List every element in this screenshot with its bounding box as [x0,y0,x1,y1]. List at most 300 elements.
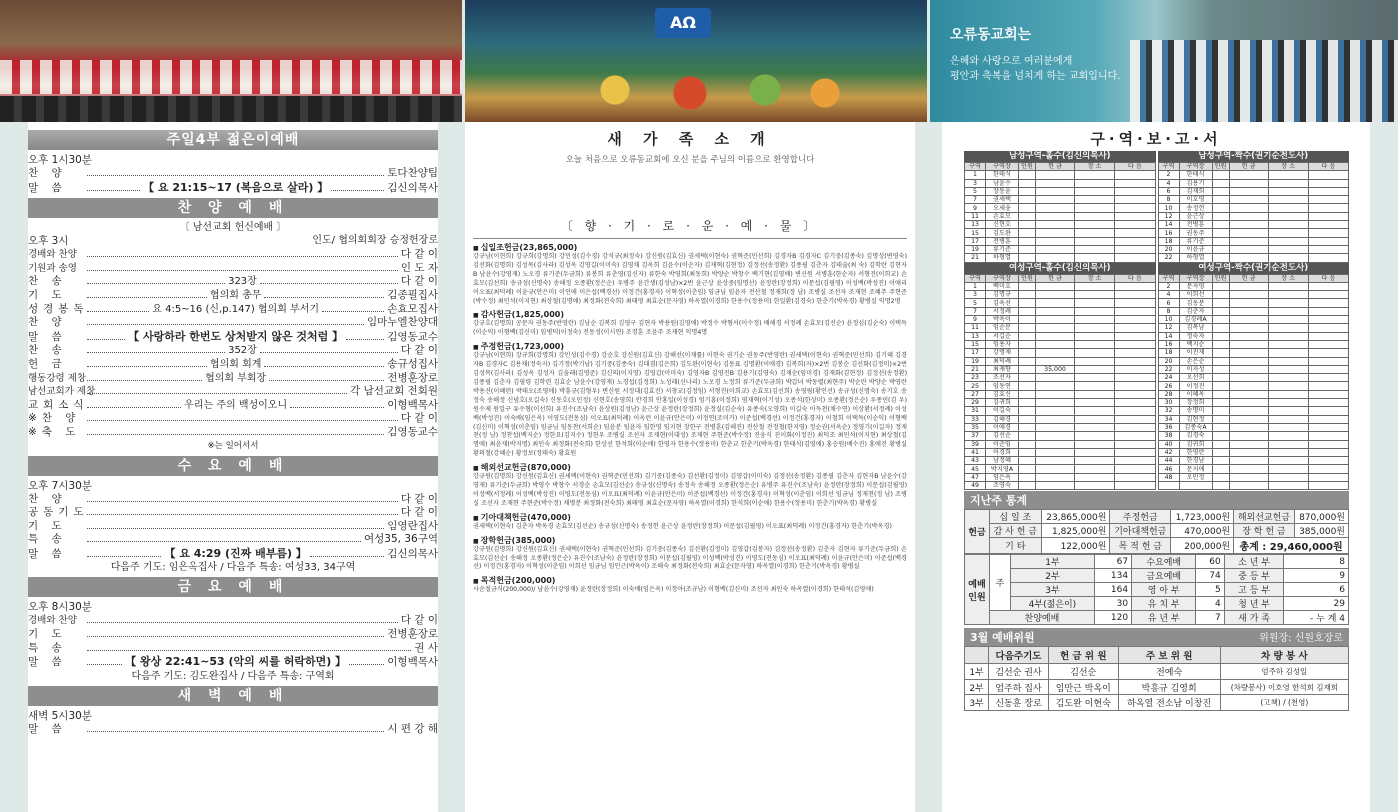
row-label: 기 도 [28,288,67,301]
report-header-row [965,163,1156,171]
row-label: 찬 송 [28,275,67,288]
district-offering [1229,340,1268,348]
committee-header [965,647,1349,664]
report-row [1158,457,1349,465]
district-leader: 남윤수 [986,179,1019,187]
worship4-row [28,181,438,196]
district-leader: 손효모 [986,212,1019,220]
praise-subtitle: 〔 남선교회 헌신예배 〕 [179,222,287,234]
offering-names: 강규원(김명희) 강신원(김효신) 권세택(이현숙) 권혁준(민선희) 김기중(김종숙) 김선환(김정미) 김영갑(이미숙) 김정선(송정환) 김종필 김춘자 김현자B 남윤수(강영재) 류기준(두금희) 박영수 박창수 서경순 손효모(김선순) 송규성(신명숙) 송정숙 송해정 오종환(정은순) 유병주 유진수(조남숙) 윤정란(장정희) 이문섭(김필영) 이성백(서정례) 이성백(박성진) 이영도(전동심) 이오표(최덕례) 이윤규(안은미) 이준섭(백경선) 이정건(홍경자) 이혁성(이춘임) 이희선 임금님 정재천(정 남) 조병실 조선자 조재현 주현준(박수정) 채명분 최정화(전숙희) 최태영 최효순(문자영) 하옥열(이경희) 한석희(이순애) 한용수(정용미) 한춘기(박옥경) 황병실 [473,473,907,507]
report-row [965,254,1156,262]
offering-stat-label: 헌금 [965,510,990,554]
praise-row [28,262,438,276]
district-leader: 이경희 [986,448,1019,456]
report-row [1158,307,1349,315]
report-col-header: 다 음 [1308,163,1348,171]
district-no: 47 [965,473,986,481]
praise-row [28,426,438,440]
fri-title: 금 요 예 배 [28,577,438,597]
wed-title: 수 요 예 배 [28,456,438,476]
district-offering [1036,423,1075,431]
district-leader: 강명재 [986,349,1019,357]
worship4-row [28,167,438,181]
district-no: 1 [965,282,986,290]
report-row [965,307,1156,315]
attendance-cell: 29 [1284,597,1349,611]
district-offering [1229,399,1268,407]
district-no: 25 [965,382,986,390]
report-row [965,374,1156,382]
report-row [1158,357,1349,365]
district-leader: 문자영 [1179,282,1212,290]
district-no: 16 [1158,340,1179,348]
report-col-header: 장 소 [1268,163,1308,171]
report-col-header: 장 소 [1075,163,1115,171]
attendance-cell: 유 치 부 [1132,597,1196,611]
district-no: 13 [965,332,986,340]
district-leader: 한경남 [1179,457,1212,465]
stat-cell: 870,000원 [1294,510,1348,524]
report-col-header: 다 음 [1308,274,1348,282]
committee-cell: 엄주하 집사 [989,679,1049,695]
district-offering [1229,254,1268,262]
banner-line1: 은혜와 사랑으로 여러분에게 [950,56,1073,67]
praise-note: ※는 일어서서 [207,440,259,451]
row-label: 기원과 송영 [28,262,77,274]
report-row [965,212,1156,220]
praise-row [28,316,438,330]
attendance-cell: 9 [1284,569,1349,583]
district-leader: 김복남 [1179,324,1212,332]
district-no: 19 [965,357,986,365]
district-no: 37 [965,432,986,440]
row-label: 말 씀 [28,722,67,735]
district-no: 1 [965,171,986,179]
attendance-row [965,597,1349,611]
stat-cell: 385,000원 [1294,524,1348,538]
district-offering [1229,473,1268,481]
district-no: 18 [1158,237,1179,245]
row-leader: 김종필집사 [387,288,438,301]
report-row [965,382,1156,390]
report-row [965,473,1156,481]
worship4-time: 오후 1시30분 [28,154,92,166]
district-no: 16 [1158,229,1179,237]
committee-col-header: 주 보 위 원 [1118,647,1220,664]
district-offering [1036,254,1075,262]
district-leader: 이정진 [1179,382,1212,390]
report-header-row [965,274,1156,282]
row-detail: 【 요 21:15~17 (복음으로 살라) 】 [143,180,329,194]
report-col-header: 구역장 [1179,274,1212,282]
praise-row [28,344,438,358]
attendance-cell: 8 [1284,555,1349,569]
district-leader: 임순분 [986,324,1019,332]
offering-category: ■ 주정헌금(1,723,000) [473,341,907,352]
committee-cell: (고책) / (천영) [1220,695,1348,711]
district-offering [1036,457,1075,465]
district-offering [1036,245,1075,253]
committee-col-header: 다음주기도 [989,647,1049,664]
district-no: 44 [1158,457,1179,465]
row-detail: 협의회 회계 [209,358,262,370]
district-no: 5 [965,299,986,307]
committee-cell: 김선순 권사 [989,664,1049,680]
fri-row [28,628,438,642]
district-no: 13 [965,221,986,229]
district-no: 21 [965,365,986,373]
offering-names: 강규호(김명희) 공문자 권동주(반영란) 김남순 김복희 김영구 김현자 박용원(김영애) 박정수 박형서(이수정) 배해경 서정례 손효모(김선순) 윤정심(김순숙) 이택독(이순익) 이형백(김신미) 임병덕(이정숙) 전동성(이시연) 조경훈 조윤주 조재현 익명4명 [473,320,907,337]
report-row [965,399,1156,407]
wed-row [28,547,438,562]
attendance-cell: 소 년 부 [1224,555,1284,569]
district-offering [1036,415,1075,423]
district-leader: 손은순 [1179,357,1212,365]
district-no: 45 [965,465,986,473]
district-leader: 최재향 [986,365,1019,373]
district-leader: 조선자 [986,374,1019,382]
attendance-cell: 1부 [1011,555,1095,569]
offering-category: ■ 목적헌금(200,000) [473,575,907,586]
district-offering [1229,407,1268,415]
district-offering [1036,196,1075,204]
group-male-even: 남성구역-짝수(권기순전도사) [1158,151,1350,162]
row-leader: 임영란집사 [387,519,438,532]
row-detail: 협의회 부회장 [205,372,267,384]
report-row [965,196,1156,204]
row-leader: 손효모집사 [387,302,438,315]
attendance-cell: 164 [1094,583,1131,597]
offering-category: ■ 십일조헌금(23,865,000) [473,242,907,253]
wed-next: 다음주 기도: 임은옥집사 / 다음주 특송: 여성33, 34구역 [110,562,356,574]
offering-names: 권세택(이현숙) 김춘자 박옥경 손효모(김선순) 송규성(신명숙) 송정헌 윤근상 윤정란(장정희) 이문섭(김필영) 이오표(최덕례) 이정건(홍경자) 한춘기(박옥경) [473,522,892,530]
district-leader: 김해경 [986,415,1019,423]
report-row [965,423,1156,431]
row-label: 기 도 [28,519,67,532]
stat-cell: 기 타 [990,538,1042,554]
fri-row [28,614,438,628]
committee-col-header: 차 량 봉 사 [1220,647,1348,664]
district-offering: 35,000 [1036,365,1075,373]
district-no: 2 [1158,282,1179,290]
district-no: 7 [965,196,986,204]
report-row [965,316,1156,324]
district-no: 34 [1158,415,1179,423]
offering-category: ■ 장학헌금(385,000) [473,535,907,546]
offering-category: ■ 해외선교헌금(870,000) [473,462,907,473]
district-leader: 전병훈 [1179,221,1212,229]
district-leader: 김용기 [1179,179,1212,187]
committee-cell: 임만근 박옥이 [1048,679,1118,695]
committee-title: 3월 예배위원 [970,631,1035,645]
attendance-cell: 6 [1284,583,1349,597]
wed-row [28,506,438,520]
report-row [965,332,1156,340]
district-no [1158,481,1179,489]
report-row [1158,374,1349,382]
district-no: 14 [1158,332,1179,340]
district-no: 38 [1158,432,1179,440]
row-leader: 전병훈장로 [387,628,438,641]
stat-cell: 1,723,000원 [1171,510,1234,524]
report-row [965,187,1156,195]
district-leader [1179,481,1212,489]
report-row [1158,316,1349,324]
row-detail: 【 요 4:29 (진짜 배부름) 】 [164,546,307,560]
district-offering [1229,374,1268,382]
report-title: 구·역·보·고·서 [1090,130,1222,148]
district-leader: 임용자 [986,340,1019,348]
committee-cell: 엄주하 김성일 [1220,664,1348,680]
report-row [965,432,1156,440]
offering-stat-row [965,524,1349,538]
wed-time: 오후 7시30분 [28,479,92,492]
alpha-omega-logo: AΩ [655,8,711,38]
row-label: 특 송 [28,533,67,546]
committee-chair: 위원장: 신원호장로 [1259,633,1343,645]
district-leader: 정숙자 [1179,332,1212,340]
district-no: 26 [1158,382,1179,390]
stat-cell: 십 일 조 [990,510,1042,524]
district-leader: 김도완 [986,229,1019,237]
district-offering [1036,187,1075,195]
report-row [965,407,1156,415]
report-col-header: 헌 금 [1229,274,1268,282]
district-offering [1229,465,1268,473]
district-offering [1036,291,1075,299]
district-offering [1036,481,1075,489]
report-row [1158,179,1349,187]
district-no: 41 [965,448,986,456]
fri-next: 다음주 기도: 김도완집사 / 다음주 특송: 구역회 [131,670,335,682]
row-leader: 김영동교수 [387,425,438,438]
report-row [965,245,1156,253]
row-detail: 우리는 주의 백성이오니 [184,399,288,411]
offering-category: ■ 감사헌금(1,825,000) [473,309,907,320]
district-no: 5 [965,187,986,195]
district-offering [1229,212,1268,220]
district-offering [1036,374,1075,382]
row-detail: 352장 [228,345,257,357]
row-detail: 【 왕상 22:41~53 (악의 씨를 허락하면) 】 [125,655,347,669]
district-offering [1229,390,1268,398]
report-row [1158,382,1349,390]
district-leader: 한태식 [1179,171,1212,179]
committee-cell: 하옥열 전소남 이창진 [1118,695,1220,711]
district-offering [1229,196,1268,204]
stat-cell: 장 학 헌 금 [1234,524,1295,538]
district-no: 6 [1158,187,1179,195]
district-offering [1036,465,1075,473]
district-leader: 전병훈 [986,237,1019,245]
district-offering [1036,237,1075,245]
new-family-title: 새 가 족 소 개 [607,130,773,148]
district-no: 23 [965,374,986,382]
row-label: 남선교회가 제창 [28,386,96,398]
district-no: 20 [1158,357,1179,365]
district-offering [1036,307,1075,315]
district-offering [1036,221,1075,229]
district-offering [1229,221,1268,229]
district-offering [1229,307,1268,315]
district-no: 3 [965,291,986,299]
district-no: 40 [1158,440,1179,448]
praise-row [28,372,438,386]
district-offering [1229,432,1268,440]
district-offering [1036,407,1075,415]
row-leader: 인 도 자 [400,261,438,274]
stat-cell: 감 사 헌 금 [990,524,1042,538]
row-label: 말 씀 [28,547,67,560]
attendance-cell: 찬양예배 [990,611,1095,625]
stat-cell: 470,000원 [1171,524,1234,538]
row-label: 찬 양 [28,316,67,329]
district-offering [1036,448,1075,456]
district-no: 3 [965,179,986,187]
district-offering [1036,349,1075,357]
attendance-cell: 5 [1196,583,1224,597]
district-leader: 이자성 [1179,365,1212,373]
district-offering [1229,365,1268,373]
report-row [965,221,1156,229]
row-leader: 김신의목사 [387,181,438,194]
report-col-header: 구역 [1158,163,1179,171]
fri-time: 오후 8시30분 [28,601,92,614]
report-row [1158,407,1349,415]
district-leader: 한태식 [986,171,1019,179]
district-leader: 권동주 [1179,229,1212,237]
report-row [1158,324,1349,332]
row-leader: 전병훈장로 [387,371,438,384]
row-label: ※찬 양 [28,412,81,425]
district-leader: 이춘임 [986,440,1019,448]
report-row [1158,212,1349,220]
fri-row [28,655,438,670]
district-leader: 이희선 [1179,291,1212,299]
district-offering [1036,332,1075,340]
attendance-cell: 영 아 부 [1132,583,1196,597]
district-offering [1036,440,1075,448]
report-row [965,340,1156,348]
district-no: 36 [1158,423,1179,431]
district-no: 29 [965,399,986,407]
stats-title: 지난주 통계 [964,491,1349,509]
report-col-header: 구역장 [986,163,1019,171]
district-offering [1229,423,1268,431]
report-col-header: 인원 [1212,163,1229,171]
attendance-row [965,569,1349,583]
district-offering [1229,171,1268,179]
district-leader: 이윤규 [1179,245,1212,253]
attendance-cell: 60 [1196,555,1224,569]
offering-names: 강규남(이현희) 강규희(강명희) 강민성(김수경) 강석규(최정숙) 강신원(김효신) 권세택(이현숙) 권혁준(민선희) 김경자B 김경자C 김기중(김종숙) 김명성(변영숙) 김선화(김명희) 김성목(김사라) 김성옥 김영길(이미숙) 김영채 김옥희 김윤수(이순자) 김재혁(김현정) 김정선(송정환) 김종필 김춘자 김태술(최 숙) 김학란 김현자B 남윤수(강영재) 노오경 류기준(두금희) 류봉희 류춘영(김신자) 류한숙 박영희(최동희) 박양순 박창수 백기현(김영배) 변신원 서병훈(한순자) 서형진(이희교) 손효모(김선희) 송규성(신명숙) 송해정 오종환(정은순) 우병주 윤간생(김성남)×2번 윤근상 윤상중(임명선) 윤정란(장정희) 이문섭(김필영) 이성백(박성진) 이애리 이오표(최덕례) 이윤규(안은미) 이인애 이은섭(백경선) 이정건(홍경자) 이혁성(이춘임) 임금님 임윤자 전산철 정재희(정 남) 조병실 조선자 조재현 조혜주 주현준(박수정) 최민석(이지현) 최상철(김명애) 최정화(전숙희) 최태영 최효순(문자영) 하옥열(이경희) 한용수(정용미) 한일환(김경숙) 한춘기(박옥경) 황병실 익명2명 [473,253,907,305]
dawn-row [28,723,438,737]
report-row [965,448,1156,456]
district-offering [1036,316,1075,324]
attendance-sunday: 주 [990,555,1011,611]
district-offering [1229,282,1268,290]
district-leader: 신현호 [986,221,1019,229]
report-row [1158,465,1349,473]
report-col-header: 다 음 [1115,274,1155,282]
attendance-cell: 유 년 부 [1132,611,1196,625]
report-col-header: 헌 금 [1036,163,1075,171]
row-leader: 다 같 이 [400,412,438,425]
district-offering [1036,282,1075,290]
praise-row [28,358,438,372]
row-detail: 【 사랑하라 한번도 상처받지 않은 것처럼 】 [128,329,344,343]
report-row [965,357,1156,365]
district-no: 15 [965,229,986,237]
row-label: 경배와 찬양 [28,615,77,627]
attendance-cell: 금요예배 [1132,569,1196,583]
district-no: 9 [965,316,986,324]
district-leader: 오선희 [1179,374,1212,382]
offering-stat-row [965,538,1349,554]
committee-cell: 2부 [965,679,989,695]
report-col-header: 구역장 [1179,163,1212,171]
district-no: 30 [1158,399,1179,407]
row-leader: 여성35, 36구역 [364,533,438,546]
group-male-odd: 남성구역-홀수(김신의목사) [964,151,1156,162]
district-offering [1229,179,1268,187]
report-row [965,390,1156,398]
attendance-row [965,583,1349,597]
report-col-header: 헌 금 [1229,163,1268,171]
committee-cell: 3부 [965,695,989,711]
committee-row [965,695,1349,711]
praise-title: 찬 양 예 배 [28,198,438,218]
report-row [965,282,1156,290]
attendance-row [965,611,1349,625]
report-col-header: 구역 [1158,274,1179,282]
row-detail: 협의회 총무 [209,289,262,301]
district-leader: 김선순 [986,432,1019,440]
report-row [1158,481,1349,489]
banner-line2: 평안과 축복을 넘치게 하는 교회입니다. [950,71,1121,82]
district-leader: 백미호 [986,282,1019,290]
new-family-panel [465,122,915,812]
committee-row [965,664,1349,680]
offering-names: 사순절금식(200,000)/ 남윤수(강영재) 윤정란(장정희) 이숙배(임은옥) 이정아(조규남) 이형백(김신미) 조선자 최인숙 하옥열(이경희) 한태석(김영애) [473,586,874,594]
district-leader: 서길순 [986,332,1019,340]
row-label: 행동강령 제창 [28,372,87,384]
report-row [965,237,1156,245]
report-row [1158,229,1349,237]
row-label: 찬 양 [28,492,67,505]
district-leader: 권세택 [986,196,1019,204]
report-header-row [1158,274,1349,282]
report-row [965,457,1156,465]
district-offering [1229,349,1268,357]
row-leader: 다 같 이 [400,506,438,519]
district-leader: 송명미 [1179,407,1212,415]
row-label: 헌 금 [28,357,67,370]
fri-row [28,642,438,656]
report-row [1158,254,1349,262]
attendance-row [965,555,1349,569]
report-row [965,440,1156,448]
attendance-cell: 고 등 부 [1224,583,1284,597]
row-leader: 다 같 이 [400,614,438,627]
row-leader: 다 같 이 [400,248,438,261]
stat-cell: 기아대책헌금 [1110,524,1171,538]
attendance-cell: 2부 [1011,569,1095,583]
district-no: 2 [1158,171,1179,179]
district-offering [1036,382,1075,390]
stat-cell: 122,000원 [1041,538,1110,554]
district-no: 8 [1158,307,1179,315]
